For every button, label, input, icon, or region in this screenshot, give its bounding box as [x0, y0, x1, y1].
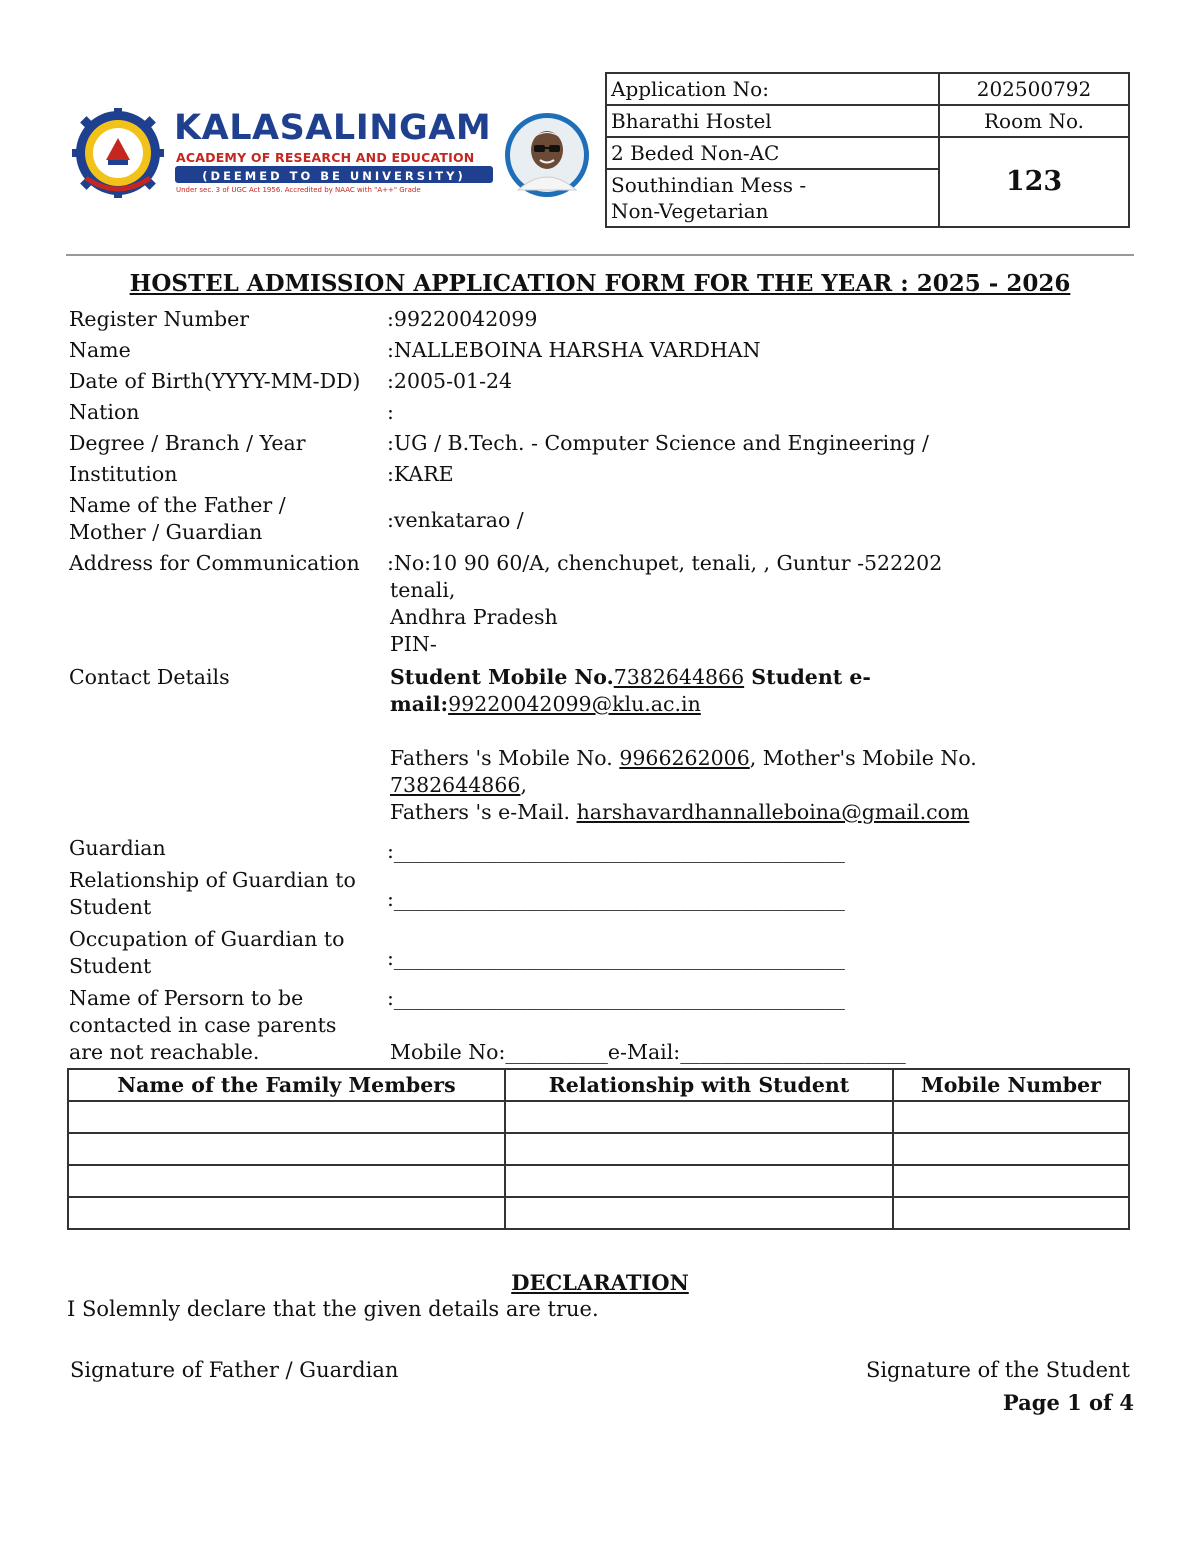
emergency-mobile-email: Mobile No:__________e-Mail:______________________	[390, 1040, 906, 1064]
family-name-header: Name of the Family Members	[68, 1069, 505, 1101]
parent-label-line2: Mother / Guardian	[69, 520, 263, 544]
brand-deemed: (DEEMED TO BE UNIVERSITY)	[175, 166, 493, 183]
address-value	[387, 550, 942, 658]
student-email-link[interactable]: 99220042099@klu.ac.in	[448, 692, 701, 716]
brand-accreditation: Under sec. 3 of UGC Act 1956. Accredited by NAAC with "A++" Grade	[176, 186, 421, 194]
table-cell[interactable]	[68, 1197, 505, 1229]
father-email-link[interactable]: harshavardhannalleboina@gmail.com	[576, 800, 970, 824]
nation-label: Nation	[69, 400, 140, 424]
contact-details	[390, 664, 977, 826]
table-cell[interactable]	[893, 1197, 1129, 1229]
emergency-contact-value: :____________________________________________	[387, 986, 845, 1010]
declaration-text: I Solemnly declare that the given details are true.	[67, 1297, 599, 1321]
mess-type-line2: Non-Vegetarian	[611, 199, 769, 223]
student-email-label-1: Student e-	[744, 665, 871, 689]
table-row	[68, 1133, 1129, 1165]
nation-value: :	[387, 400, 394, 424]
family-table-header	[68, 1069, 1129, 1101]
emergency-contact-label-line1: Name of Persorn to be	[69, 986, 304, 1010]
mother-mobile-suffix: ,	[520, 773, 527, 797]
guardian-occupation-label-line1: Occupation of Guardian to	[69, 927, 345, 951]
institution-label: Institution	[69, 462, 178, 486]
guardian-occupation-label-line2: Student	[69, 954, 152, 978]
emergency-contact-label-line3: are not reachable.	[69, 1040, 260, 1064]
address-line4: PIN-	[390, 632, 437, 656]
address-label: Address for Communication	[69, 551, 360, 575]
student-mobile-label: Student Mobile No.	[390, 665, 614, 689]
mess-type	[606, 169, 939, 227]
register-number-value: :99220042099	[387, 307, 538, 331]
father-mobile-link[interactable]: 9966262006	[619, 746, 750, 770]
parent-label-line1: Name of the Father /	[69, 493, 286, 517]
table-cell[interactable]	[68, 1165, 505, 1197]
father-mobile-label: Fathers 's Mobile No.	[390, 746, 620, 770]
student-mobile-link[interactable]: 7382644866	[613, 665, 745, 689]
brand-subtitle: ACADEMY OF RESEARCH AND EDUCATION	[176, 150, 475, 165]
name-value: :NALLEBOINA HARSHA VARDHAN	[387, 338, 761, 362]
table-cell[interactable]	[893, 1165, 1129, 1197]
parent-value: :venkatarao /	[387, 508, 524, 532]
university-seal-icon	[72, 108, 164, 198]
hostel-name: Bharathi Hostel	[606, 105, 939, 137]
application-info-table	[605, 72, 1130, 228]
guardian-relationship-label	[69, 867, 356, 921]
register-number-label: Register Number	[69, 307, 250, 331]
table-cell[interactable]	[893, 1133, 1129, 1165]
founder-portrait-icon	[504, 112, 590, 198]
table-cell[interactable]	[68, 1101, 505, 1133]
guardian-label: Guardian	[69, 836, 166, 860]
name-label: Name	[69, 338, 131, 362]
guardian-value: :____________________________________________	[387, 839, 845, 863]
table-cell[interactable]	[893, 1101, 1129, 1133]
mother-mobile-link[interactable]: 7382644866	[390, 773, 521, 797]
guardian-relationship-label-line1: Relationship of Guardian to	[69, 868, 356, 892]
emergency-contact-label-line2: contacted in case parents	[69, 1013, 337, 1037]
parent-label	[69, 492, 286, 546]
father-email-label: Fathers 's e-Mail.	[390, 800, 577, 824]
family-members-table	[67, 1068, 1130, 1230]
application-no-label: Application No:	[606, 73, 939, 105]
page-number: Page 1 of 4	[1002, 1390, 1134, 1415]
guardian-occupation-label	[69, 926, 344, 980]
room-no-label: Room No.	[939, 105, 1129, 137]
mess-type-line1: Southindian Mess -	[611, 173, 807, 197]
guardian-relationship-label-line2: Student	[69, 895, 152, 919]
table-row	[68, 1197, 1129, 1229]
header-divider	[66, 254, 1134, 256]
room-type: 2 Beded Non-AC	[606, 137, 939, 169]
table-cell[interactable]	[505, 1101, 893, 1133]
family-mobile-header: Mobile Number	[893, 1069, 1129, 1101]
brand-name: KALASALINGAM	[174, 108, 492, 148]
form-title: HOSTEL ADMISSION APPLICATION FORM FOR THE YEAR : 2025 - 2026	[129, 270, 1071, 297]
contact-label: Contact Details	[69, 665, 230, 689]
student-email-label-2: mail:	[390, 692, 449, 716]
father-signature-label: Signature of Father / Guardian	[70, 1358, 399, 1382]
university-logo	[72, 108, 592, 198]
table-cell[interactable]	[505, 1133, 893, 1165]
dob-value: :2005-01-24	[387, 369, 513, 393]
table-row	[68, 1165, 1129, 1197]
table-cell[interactable]	[505, 1165, 893, 1197]
institution-value: :KARE	[387, 462, 454, 486]
mother-mobile-label: , Mother's Mobile No.	[749, 746, 977, 770]
degree-label: Degree / Branch / Year	[69, 431, 306, 455]
address-line1: :No:10 90 60/A, chenchupet, tenali, , Guntur -522202	[387, 551, 943, 575]
application-no-value: 202500792	[939, 73, 1129, 105]
degree-value: :UG / B.Tech. - Computer Science and Engineering /	[387, 431, 929, 455]
emergency-contact-label	[69, 985, 336, 1066]
address-line2: tenali,	[390, 578, 456, 602]
address-line3: Andhra Pradesh	[390, 605, 558, 629]
student-signature-label: Signature of the Student	[865, 1358, 1130, 1382]
guardian-relationship-value: :____________________________________________	[387, 887, 845, 911]
table-cell[interactable]	[505, 1197, 893, 1229]
family-relationship-header: Relationship with Student	[505, 1069, 893, 1101]
table-cell[interactable]	[68, 1133, 505, 1165]
guardian-occupation-value: :____________________________________________	[387, 946, 845, 970]
room-no-value: 123	[939, 137, 1129, 227]
table-row	[68, 1101, 1129, 1133]
declaration-title: DECLARATION	[511, 1270, 689, 1295]
dob-label: Date of Birth(YYYY-MM-DD)	[69, 369, 361, 393]
